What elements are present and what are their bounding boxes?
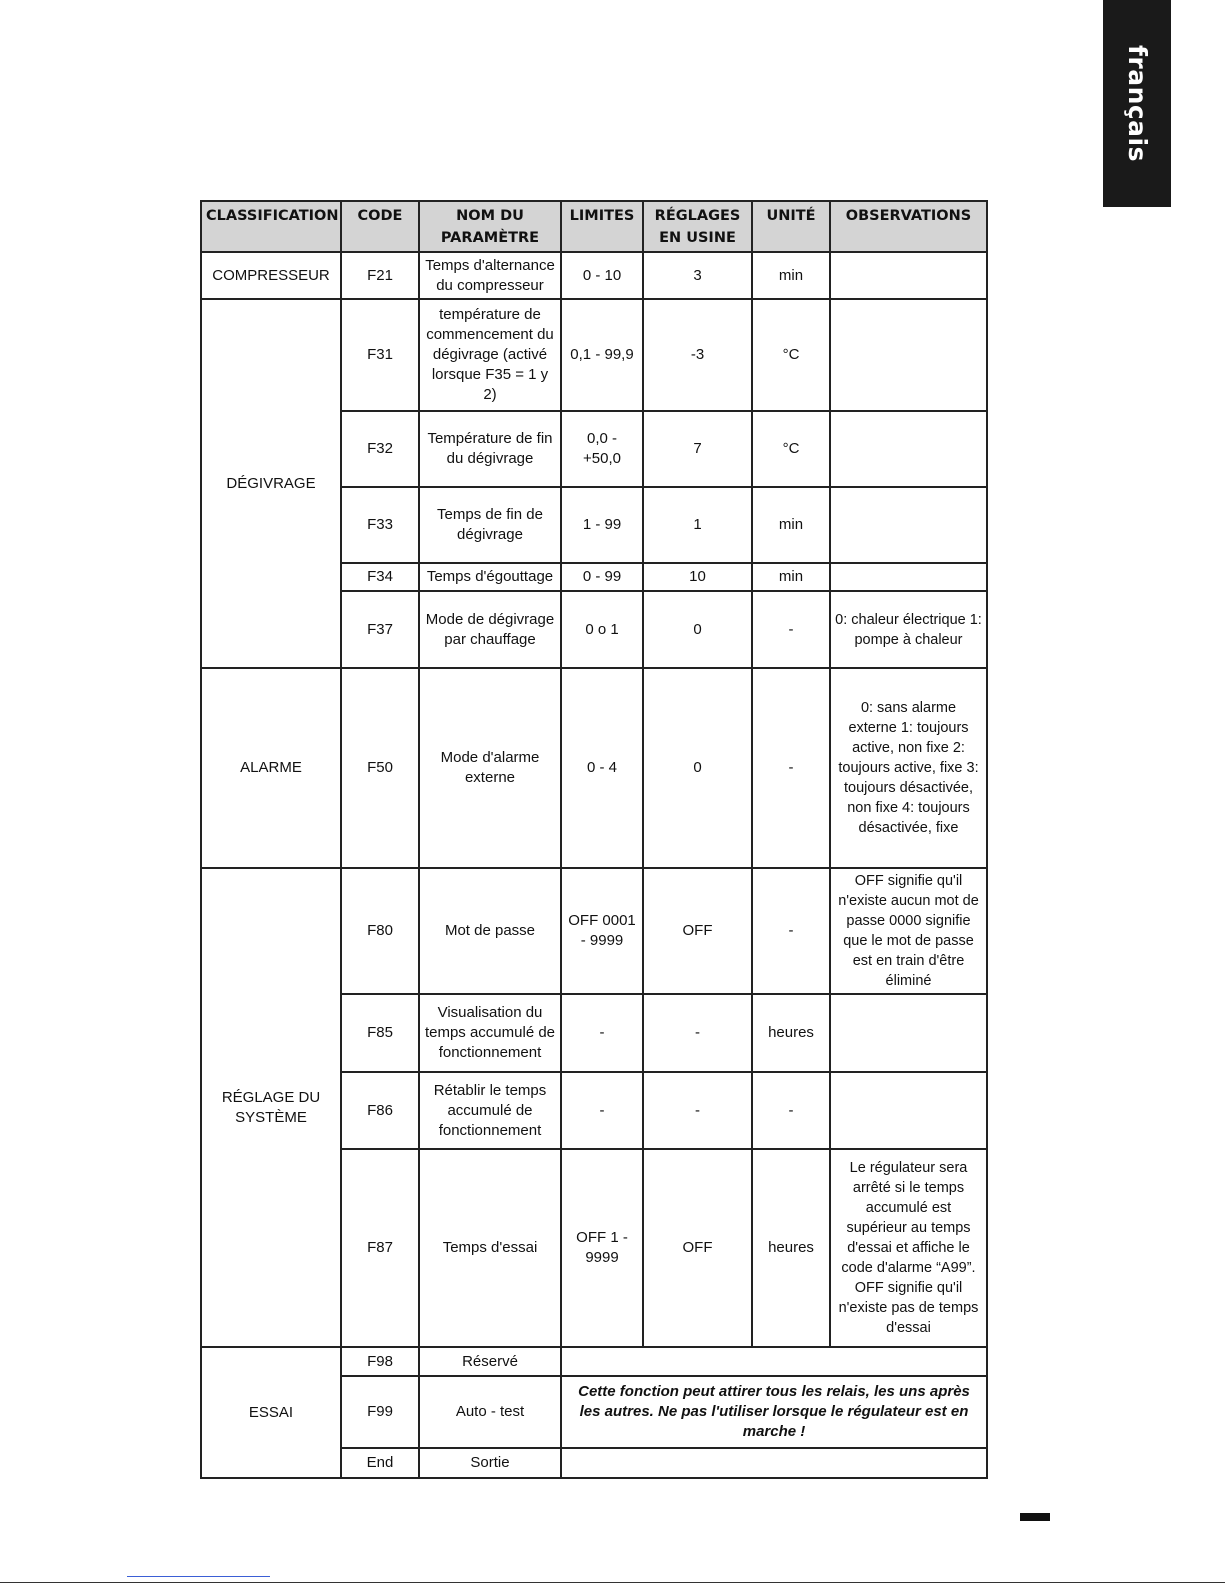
parameter-name-cell: Temps d'alternance du compresseur [419,252,561,299]
unit-cell: - [752,591,830,668]
header-code: CODE [341,201,419,252]
parameter-name-cell: température de commencement du dégivrage (activé lorsque F35 = 1 y 2) [419,299,561,411]
empty-merged-cell [561,1448,987,1478]
unit-cell: min [752,487,830,563]
table-header-row [201,201,987,252]
table-row-f50 [201,668,987,868]
parameter-name-cell: Réservé [419,1347,561,1376]
default-cell: 1 [643,487,752,563]
code-cell: F34 [341,563,419,591]
default-cell: 7 [643,411,752,487]
parameter-name-cell: Temps d'essai [419,1149,561,1347]
limits-cell: 0,0 - +50,0 [561,411,643,487]
observations-cell [830,487,987,563]
code-cell: End [341,1448,419,1478]
unit-cell: °C [752,299,830,411]
limits-cell: OFF 0001 - 9999 [561,868,643,994]
header-limits: LIMITES [561,201,643,252]
code-cell: F33 [341,487,419,563]
parameter-name-cell: Sortie [419,1448,561,1478]
observations-cell [830,563,987,591]
parameter-name-cell: Visualisation du temps accumulé de fonctionnement [419,994,561,1072]
limits-cell: OFF 1 - 9999 [561,1149,643,1347]
observations-cell [830,411,987,487]
group-cell-degivrage: DÉGIVRAGE [201,299,341,668]
classification-cell: COMPRESSEUR [201,252,341,299]
code-cell: F86 [341,1072,419,1149]
observations-cell: 0: chaleur électrique 1: pompe à chaleur [830,591,987,668]
parameter-name-cell: Temps de fin de dégivrage [419,487,561,563]
header-factory-settings: RÉGLAGES EN USINE [643,201,752,252]
unit-cell: min [752,563,830,591]
default-cell: 10 [643,563,752,591]
empty-merged-cell [561,1347,987,1376]
code-cell: F80 [341,868,419,994]
parameter-name-cell: Mot de passe [419,868,561,994]
limits-cell: 0 - 10 [561,252,643,299]
language-tab [1103,0,1171,207]
default-cell: 0 [643,668,752,868]
unit-cell: heures [752,1149,830,1347]
observations-cell [830,299,987,411]
limits-cell: 0 o 1 [561,591,643,668]
observations-cell [830,994,987,1072]
unit-cell: heures [752,994,830,1072]
default-cell: - [643,1072,752,1149]
header-parameter-name: NOM DU PARAMÈTRE [419,201,561,252]
parameter-name-cell: Auto - test [419,1376,561,1448]
default-cell: 0 [643,591,752,668]
language-label: français [1122,44,1152,163]
code-cell: F50 [341,668,419,868]
unit-cell: - [752,668,830,868]
code-cell: F98 [341,1347,419,1376]
observations-cell: Le régulateur sera arrêté si le temps accumulé est supérieur au temps d'essai et affiche le code d'alarme “A99”. OFF signifie qu'il n'existe pas de temps d'essai [830,1149,987,1347]
observations-cell: 0: sans alarme externe 1: toujours active, non fixe 2: toujours active, fixe 3: toujours désactivée, non fixe 4: toujours désactivée, fixe [830,668,987,868]
limits-cell: - [561,1072,643,1149]
table-row-f98 [201,1347,987,1376]
classification-cell: ALARME [201,668,341,868]
parameter-name-cell: Mode d'alarme externe [419,668,561,868]
default-cell: 3 [643,252,752,299]
limits-cell: 0 - 99 [561,563,643,591]
default-cell: -3 [643,299,752,411]
header-classification: CLASSIFICATION [201,201,341,252]
code-cell: F87 [341,1149,419,1347]
group-cell-essai: ESSAI [201,1347,341,1478]
parameter-table [200,200,988,1479]
header-observations: OBSERVATIONS [830,201,987,252]
unit-cell: °C [752,411,830,487]
header-unit: UNITÉ [752,201,830,252]
default-cell: OFF [643,1149,752,1347]
default-cell: - [643,994,752,1072]
code-cell: F21 [341,252,419,299]
table-row-f21 [201,252,987,299]
parameter-name-cell: Rétablir le temps accumulé de fonctionnement [419,1072,561,1149]
observations-cell [830,1072,987,1149]
page-marker [1020,1513,1050,1521]
table-row-f80 [201,868,987,994]
bottom-divider [0,1582,1225,1583]
code-cell: F31 [341,299,419,411]
unit-cell: - [752,868,830,994]
observations-cell: OFF signifie qu'il n'existe aucun mot de passe 0000 signifie que le mot de passe est en train d'être éliminé [830,868,987,994]
parameter-name-cell: Temps d'égouttage [419,563,561,591]
unit-cell: - [752,1072,830,1149]
parameter-name-cell: Mode de dégivrage par chauffage [419,591,561,668]
limits-cell: - [561,994,643,1072]
observations-cell [830,252,987,299]
limits-cell: 0 - 4 [561,668,643,868]
default-cell: OFF [643,868,752,994]
unit-cell: min [752,252,830,299]
code-cell: F99 [341,1376,419,1448]
table-row-f31 [201,299,987,411]
link-underline [127,1576,270,1577]
warning-note: Cette fonction peut attirer tous les relais, les uns après les autres. Ne pas l'utiliser lorsque le régulateur est en marche ! [561,1376,987,1448]
code-cell: F37 [341,591,419,668]
parameter-name-cell: Température de fin du dégivrage [419,411,561,487]
code-cell: F32 [341,411,419,487]
code-cell: F85 [341,994,419,1072]
group-cell-reglage-systeme: RÉGLAGE DU SYSTÈME [201,868,341,1347]
limits-cell: 1 - 99 [561,487,643,563]
limits-cell: 0,1 - 99,9 [561,299,643,411]
